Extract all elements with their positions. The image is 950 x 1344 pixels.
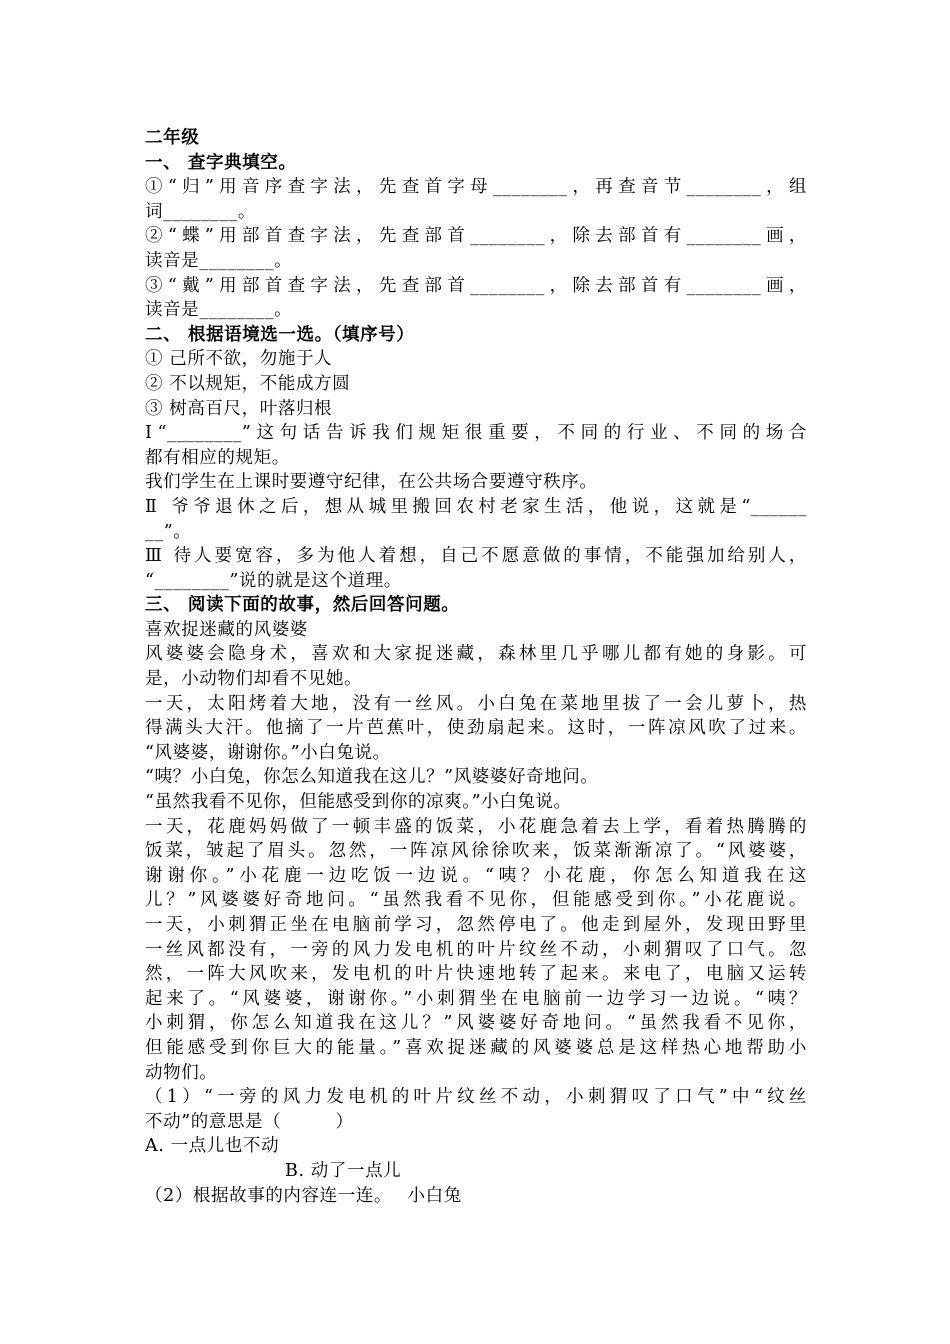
- section2-line: “________”说的就是这个道理。: [145, 570, 402, 591]
- story-line: 起来了。“风婆婆，谢谢你。”小刺猬坐在电脑前一边学习一边说。“咦？: [145, 988, 807, 1009]
- section1-line: 词________。: [145, 201, 256, 222]
- document-content: [145, 126, 807, 1208]
- story-line: 儿？”风婆婆好奇地问。“虽然我看不见你，但能感受到你。”小花鹿说。: [145, 890, 807, 911]
- section1-heading: 一、 查字典填空。: [145, 152, 297, 173]
- story-line: 小刺猬，你怎么知道我在这儿？”风婆婆好奇地问。“虽然我看不见你，: [145, 1013, 807, 1034]
- section1-line: 读音是________。: [145, 300, 293, 321]
- story-line: 得满头大汗。他摘了一片芭蕉叶，使劲扇起来。这时，一阵凉风吹了过来。: [145, 718, 807, 739]
- section2-line: Ⅱ 爷爷退休之后，想从城里搬回农村老家生活，他说，这就是“______: [145, 496, 807, 517]
- story-line: 是，小动物们却看不见她。: [145, 669, 363, 690]
- question-1-option-b: B. 动了一点儿: [285, 1160, 402, 1181]
- proverb-option: ② 不以规矩，不能成方圆: [145, 373, 351, 394]
- story-line: 一天，花鹿妈妈做了一顿丰盛的饭菜，小花鹿急着去上学，看着热腾腾的: [145, 816, 807, 837]
- section1-line: 读音是________。: [145, 250, 293, 271]
- story-line: 风婆婆会隐身术，喜欢和大家捉迷藏，森林里几乎哪儿都有她的身影。可: [145, 644, 807, 665]
- question-2: （2）根据故事的内容连一连。 小白兔: [145, 1185, 462, 1206]
- section1-line: ②“蝶”用部首查字法，先查部首________，除去部首有________画，: [145, 226, 807, 247]
- story-line: 一天，小刺猬正坐在电脑前学习，忽然停电了。他走到屋外，发现田野里: [145, 915, 807, 935]
- section1-line: ③“戴”用部首查字法，先查部首________，除去部首有________画，: [145, 275, 807, 296]
- story-line: 然，一阵大风吹来，发电机的叶片快速地转了起来。来电了，电脑又运转: [145, 964, 807, 985]
- proverb-option: ① 己所不欲，勿施于人: [145, 349, 333, 370]
- story-line: 饭菜，皱起了眉头。忽然，一阵凉风徐徐吹来，饭菜渐渐凉了。“风婆婆，: [145, 841, 807, 862]
- question-1: （1）“一旁的风力发电机的叶片纹丝不动，小刺猬叹了口气”中“纹丝: [145, 1087, 807, 1108]
- proverb-option: ③ 树高百尺，叶落归根: [145, 398, 333, 419]
- story-line: 但能感受到你巨大的能量。”喜欢捉迷藏的风婆婆总是这样热心地帮助小: [145, 1037, 807, 1058]
- section3-heading: 三、 阅读下面的故事，然后回答问题。: [145, 595, 460, 616]
- section2-line: 都有相应的规矩。: [145, 447, 290, 468]
- grade-title: 二年级: [145, 128, 200, 148]
- section2-line: 我们学生在上课时要遵守纪律，在公共场合要遵守秩序。: [145, 472, 598, 493]
- section2-line: Ⅲ 待人要宽容，多为他人着想，自己不愿意做的事情，不能强加给别人，: [145, 546, 807, 567]
- section2-heading: 二、 根据语境选一选。（填序号）: [145, 324, 415, 345]
- story-line: 一丝风都没有，一旁的风力发电机的叶片纹丝不动，小刺猬叹了口气。忽: [145, 939, 807, 960]
- story-line: 谢谢你。”小花鹿一边吃饭一边说。“咦？小花鹿，你怎么知道我在这: [145, 865, 807, 886]
- story-line: 一天，太阳烤着大地，没有一丝风。小白兔在菜地里拔了一会儿萝卜，热: [145, 693, 807, 714]
- section2-line: Ⅰ“________”这句话告诉我们规矩很重要，不同的行业、不同的场合: [145, 423, 807, 444]
- section2-line: __”。: [145, 521, 192, 542]
- story-line: “风婆婆，谢谢你。”小白兔说。: [145, 742, 391, 763]
- story-line: “虽然我看不见你，但能感受到你的凉爽。”小白兔说。: [145, 792, 572, 813]
- question-1: 不动”的意思是（ ）: [145, 1111, 354, 1132]
- story-line: 动物们。: [145, 1062, 218, 1083]
- question-1-option-a: A. 一点儿也不动: [145, 1136, 280, 1157]
- section1-line: ①“归”用音序查字法，先查首字母________，再查音节________，组: [145, 177, 807, 198]
- story-title: 喜欢捉迷藏的风婆婆: [145, 619, 308, 640]
- story-line: “咦？小白兔，你怎么知道我在这儿？”风婆婆好奇地问。: [145, 767, 599, 788]
